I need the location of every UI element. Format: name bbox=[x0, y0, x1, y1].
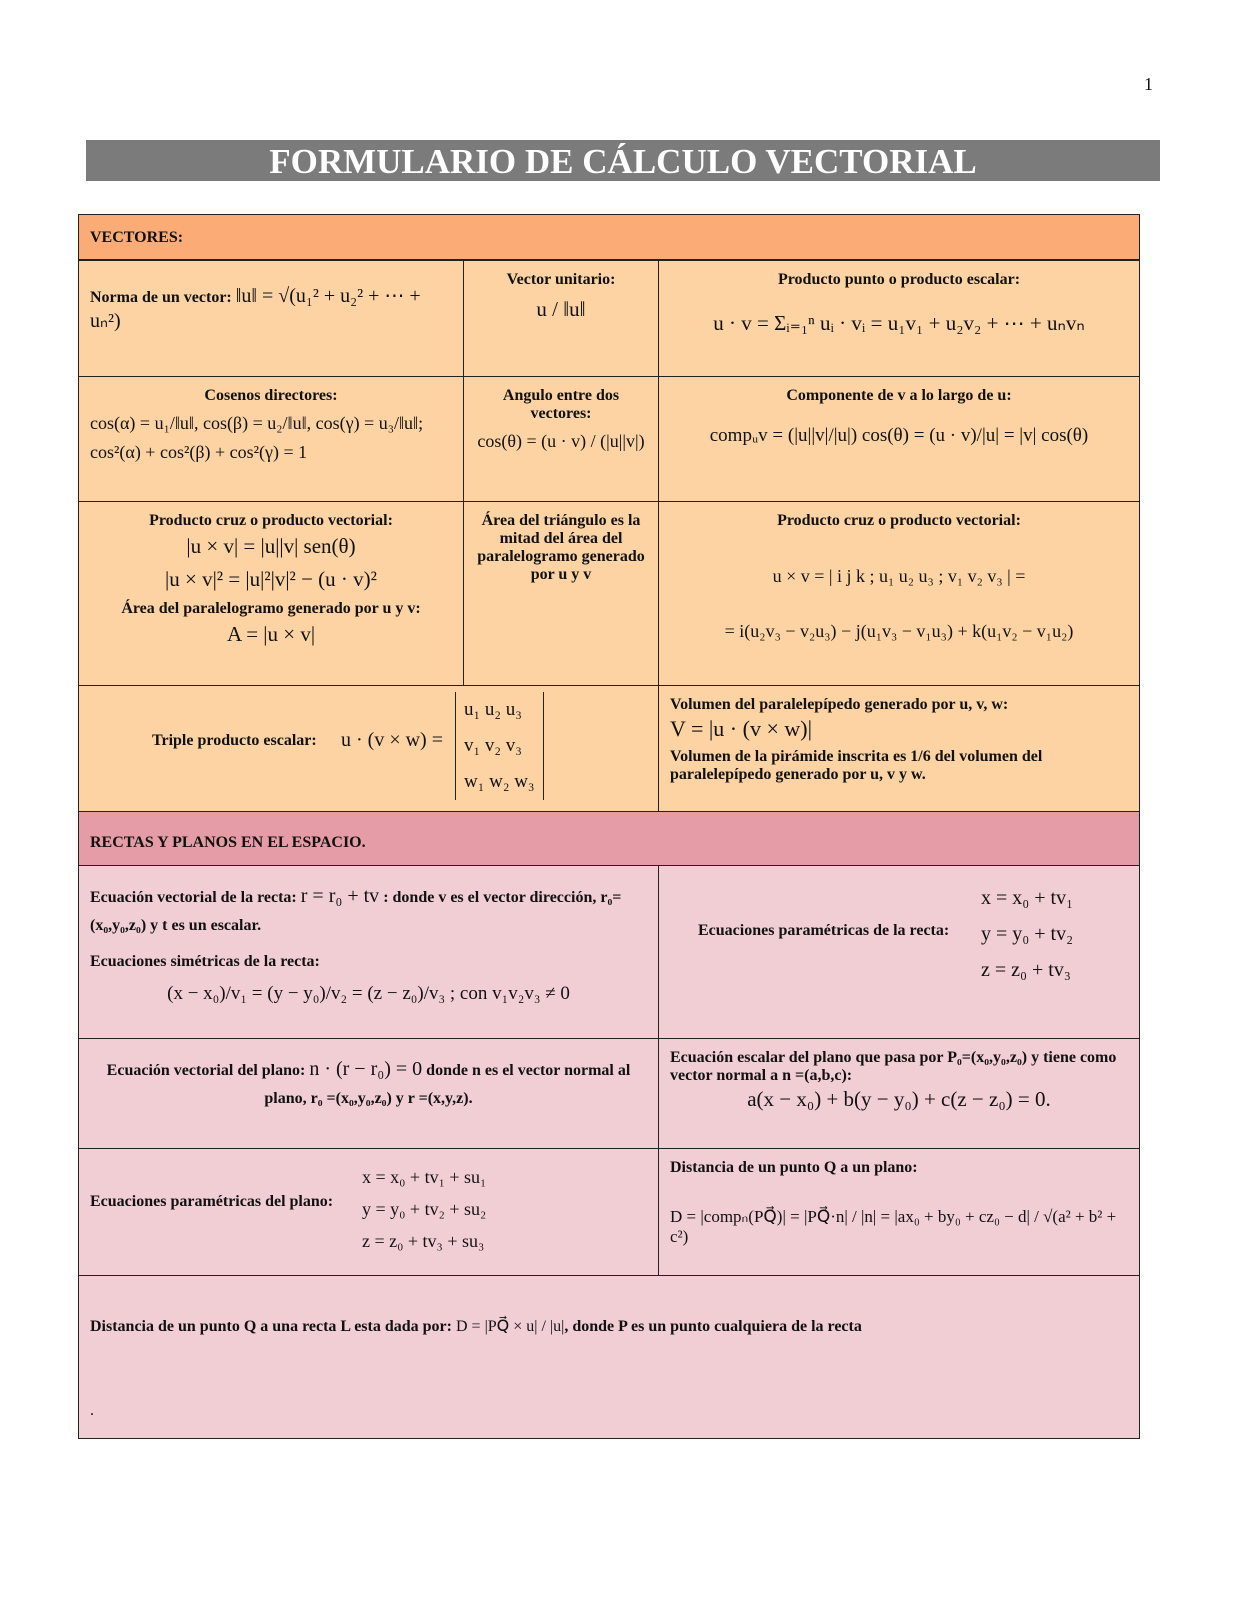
parametricas-plano-label: Ecuaciones paramétricas del plano: bbox=[90, 1193, 334, 1210]
cruz-label: Producto cruz o producto vectorial: bbox=[149, 512, 393, 529]
triple-label: Triple producto escalar: bbox=[152, 732, 317, 749]
section-header-rectas: RECTAS Y PLANOS EN EL ESPACIO. bbox=[78, 811, 1140, 866]
angulo-label: Angulo entre dos vectores: bbox=[502, 387, 620, 422]
cosenos-label: Cosenos directores: bbox=[204, 387, 338, 404]
determinant-row: u₁ u₂ u₃ bbox=[464, 699, 522, 720]
unitario-formula: u / ‖u‖ bbox=[536, 297, 586, 321]
recta-vectorial-text: : donde v es el vector dirección, r₀=(x₀,y₀,z₀) y t es un escalar. bbox=[90, 889, 622, 934]
norma-label: Norma de un vector: bbox=[90, 289, 232, 306]
determinant-row: w₁ w₂ w₃ bbox=[464, 771, 535, 792]
section-header-vectores: VECTORES: bbox=[78, 214, 1140, 260]
triple-determinant bbox=[455, 692, 544, 800]
cell-cosenos bbox=[78, 376, 464, 502]
cell-distancia-recta bbox=[78, 1275, 1140, 1439]
param-equation: z = z₀ + tv₃ + su₃ bbox=[362, 1231, 485, 1251]
cell-recta-vectorial bbox=[78, 865, 659, 1039]
plano-escalar-formula: a(x − x₀) + b(y − y₀) + c(z − z₀) = 0. bbox=[747, 1087, 1051, 1111]
cruz-det-expansion: = i(u₂v₃ − v₂u₃) − j(u₁v₃ − v₁u₃) + k(u₁v₂ − v₁u₂) bbox=[724, 621, 1074, 641]
trailing-dot: . bbox=[90, 1402, 94, 1419]
distancia-recta-label: Distancia de un punto Q a una recta L esta dada por: bbox=[90, 1318, 452, 1335]
param-equation: y = y₀ + tv₂ bbox=[981, 923, 1074, 945]
plano-vectorial-text: donde n es el vector normal al plano, r₀ =(x₀,y₀,z₀) y r =(x,y,z). bbox=[264, 1062, 631, 1107]
param-equation: y = y₀ + tv₂ + su₂ bbox=[362, 1199, 487, 1219]
cruz-det-formula: u × v = | i j k ; u₁ u₂ u₃ ; v₁ v₂ v₃ | = bbox=[772, 566, 1026, 586]
area-formula: A = |u × v| bbox=[226, 622, 316, 646]
distancia-plano-label: Distancia de un punto Q a un plano: bbox=[670, 1159, 918, 1176]
triple-formula: u · (v × w) = bbox=[341, 729, 443, 751]
cell-triangulo bbox=[463, 501, 659, 686]
page-number: 1 bbox=[1144, 74, 1153, 94]
cell-plano-parametricas bbox=[78, 1148, 659, 1276]
simetricas-formula: (x − x₀)/v₁ = (y − y₀)/v₂ = (z − z₀)/v₃ ; con v₁v₂v₃ ≠ 0 bbox=[167, 983, 570, 1004]
plano-escalar-text: Ecuación escalar del plano que pasa por P₀=(x₀,y₀,z₀) y tiene como vector normal a n =(a,b,c): bbox=[670, 1049, 1117, 1084]
recta-vectorial-formula: r = r₀ + tv bbox=[300, 885, 380, 907]
distancia-recta-formula: D = |PQ⃗ × u| / |u| bbox=[455, 1318, 565, 1335]
cell-angulo bbox=[463, 376, 659, 502]
piramide-text: Volumen de la pirámide inscrita es 1/6 del volumen del paralelepípedo generado por u, v y w. bbox=[670, 748, 1043, 783]
cell-recta-parametricas bbox=[658, 865, 1140, 1039]
cruz-formula-2: |u × v|² = |u|²|v|² − (u · v)² bbox=[165, 567, 377, 591]
page-title: FORMULARIO DE CÁLCULO VECTORIAL bbox=[86, 140, 1160, 181]
punto-formula: u · v = Σᵢ₌₁ⁿ uᵢ · vᵢ = u₁v₁ + u₂v₂ + ⋯ + uₙvₙ bbox=[713, 311, 1085, 335]
cell-plano-vectorial bbox=[78, 1038, 659, 1149]
punto-label: Producto punto o producto escalar: bbox=[777, 271, 1021, 288]
cell-producto-cruz bbox=[78, 501, 464, 686]
determinant-row: v₁ v₂ v₃ bbox=[464, 735, 522, 756]
cell-plano-escalar bbox=[658, 1038, 1140, 1149]
area-label: Área del paralelogramo generado por u y v: bbox=[121, 600, 421, 617]
angulo-formula: cos(θ) = (u · v) / (|u||v|) bbox=[477, 431, 645, 451]
distancia-recta-text: , donde P es un punto cualquiera de la recta bbox=[564, 1318, 862, 1335]
componente-formula: compᵤv = (|u||v|/|u|) cos(θ) = (u · v)/|u| = |v| cos(θ) bbox=[709, 425, 1089, 446]
cell-unitario bbox=[463, 260, 659, 377]
plano-vectorial-label: Ecuación vectorial del plano: bbox=[106, 1062, 306, 1079]
distancia-plano-formula: D = |compₙ(PQ⃗)| = |PQ⃗·n| / |n| = |ax₀ + by₀ + cz₀ − d| / √(a² + b² + c²) bbox=[670, 1207, 1117, 1246]
norma-formula: ‖u‖ = √(u₁² + u₂² + ⋯ + uₙ²) bbox=[90, 285, 421, 332]
componente-label: Componente de v a lo largo de u: bbox=[786, 387, 1012, 404]
cell-cruz-determinante bbox=[658, 501, 1140, 686]
recta-vectorial-label: Ecuación vectorial de la recta: bbox=[90, 889, 297, 906]
volumen-label: Volumen del paralelepípedo generado por u, v, w: bbox=[670, 696, 1009, 713]
cell-producto-punto bbox=[658, 260, 1140, 377]
volumen-formula: V = |u · (v × w)| bbox=[670, 716, 812, 741]
simetricas-label: Ecuaciones simétricas de la recta: bbox=[90, 953, 320, 970]
parametricas-recta-label: Ecuaciones paramétricas de la recta: bbox=[698, 922, 950, 939]
plano-vectorial-formula: n · (r − r₀) = 0 bbox=[309, 1058, 423, 1080]
cruz-formula-1: |u × v| = |u||v| sen(θ) bbox=[186, 534, 356, 558]
cell-volumen bbox=[658, 685, 1140, 812]
param-equation: z = z₀ + tv₃ bbox=[981, 959, 1071, 981]
param-equation: x = x₀ + tv₁ bbox=[981, 887, 1074, 909]
cell-componente bbox=[658, 376, 1140, 502]
unitario-label: Vector unitario: bbox=[506, 271, 616, 288]
cell-norma bbox=[78, 260, 464, 377]
cell-distancia-plano bbox=[658, 1148, 1140, 1276]
cosenos-identity: cos²(α) + cos²(β) + cos²(γ) = 1 bbox=[90, 442, 308, 462]
cosenos-formula: cos(α) = u₁/‖u‖, cos(β) = u₂/‖u‖, cos(γ) = u₃/‖u‖; bbox=[90, 413, 424, 433]
triangulo-text: Área del triángulo es la mitad del área del paralelogramo generado por u y v bbox=[477, 512, 645, 583]
param-equation: x = x₀ + tv₁ + su₁ bbox=[362, 1167, 487, 1187]
cruz-det-label: Producto cruz o producto vectorial: bbox=[777, 512, 1021, 529]
cell-triple-producto bbox=[78, 685, 659, 812]
